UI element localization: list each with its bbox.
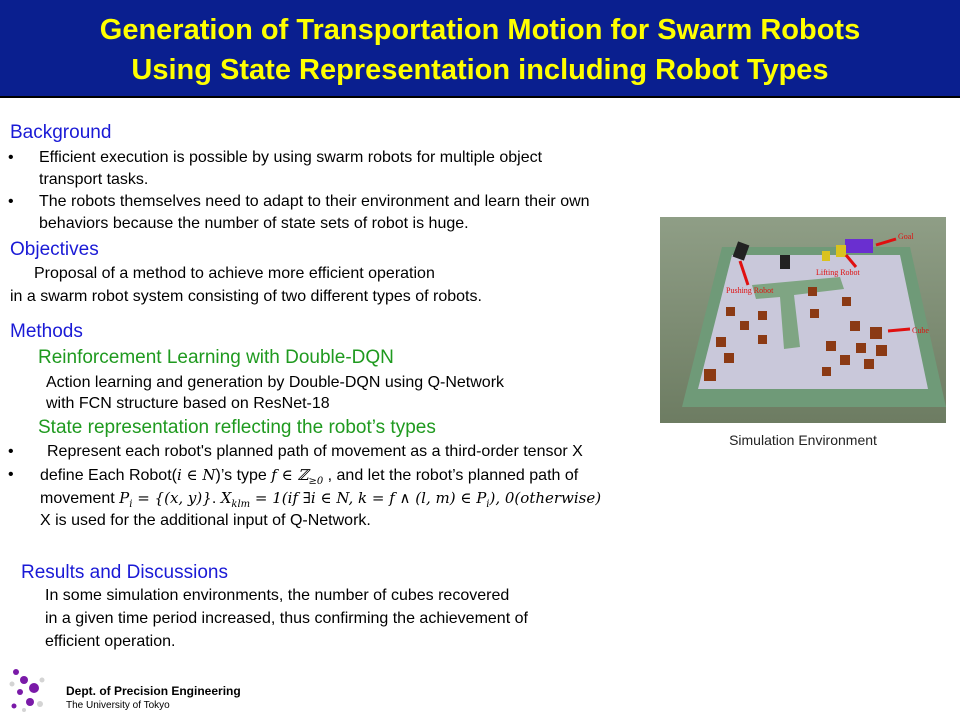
cube <box>842 297 851 306</box>
cube <box>810 309 819 318</box>
figure-caption: Simulation Environment <box>729 432 877 448</box>
simulation-environment-image <box>660 217 946 423</box>
title-banner <box>0 0 960 98</box>
university-logo <box>8 662 64 719</box>
methods-heading: Methods <box>10 321 83 342</box>
logo-icon <box>8 662 64 714</box>
arrow <box>888 329 910 331</box>
methods-text: with FCN structure based on ResNet-18 <box>46 395 330 412</box>
cube <box>876 345 887 356</box>
lifting-robot-label: Lifting Robot <box>816 268 860 277</box>
bullet-dot: • <box>8 149 14 166</box>
cube <box>724 353 734 363</box>
background-text: The robots themselves need to adapt to their environment and learn their own <box>39 193 590 210</box>
cube <box>726 307 735 316</box>
title-line-1: Generation of Transportation Motion for Swarm Robots <box>99 14 861 46</box>
background-heading: Background <box>10 122 112 143</box>
pushing-robot-label: Pushing Robot <box>726 286 774 295</box>
cube <box>864 359 874 369</box>
background-text: Efficient execution is possible by using swarm robots for multiple object <box>39 149 543 166</box>
methods-subheading: Reinforcement Learning with Double-DQN <box>38 347 394 368</box>
goal-area <box>845 239 873 253</box>
objectives-text: Proposal of a method to achieve more efficient operation <box>34 265 435 282</box>
background-text: transport tasks. <box>39 171 149 188</box>
cube <box>758 311 767 320</box>
goal-label: Goal <box>898 232 914 241</box>
cube <box>822 367 831 376</box>
objectives-text: in a swarm robot system consisting of two different types of robots. <box>10 288 482 305</box>
arena-floor <box>698 255 928 389</box>
cube <box>704 369 716 381</box>
results-text: in a given time period increased, thus confirming the achievement of <box>45 610 528 627</box>
cube <box>740 321 749 330</box>
cube <box>870 327 882 339</box>
cube <box>826 341 836 351</box>
bullet-dot: • <box>8 466 14 483</box>
university-name: The University of Tokyo <box>66 700 170 711</box>
bullet-dot: • <box>8 193 14 210</box>
objectives-heading: Objectives <box>10 239 99 260</box>
cube <box>850 321 860 331</box>
results-text: efficient operation. <box>45 633 176 650</box>
pushing-robot <box>780 255 790 269</box>
lifting-robot <box>836 245 846 257</box>
cube <box>808 287 817 296</box>
methods-equation-line: movement $P_i = \{(x$, y)}. $X_{klm} = 1(if$ ∃i ∈ N, k = f ∧ (l, m) ∈ $P_i$), 0(otherwise) <box>40 489 602 511</box>
bullet-dot: • <box>8 443 14 460</box>
methods-equation-line: define Each Robot(i ∈ N)’s type f ∈ ℤ$_{\ge 0}$ , and let the robot’s planned path of <box>40 466 579 488</box>
results-text: In some simulation environments, the number of cubes recovered <box>45 587 510 604</box>
background-text: behaviors because the number of state sets of robot is huge. <box>39 215 469 232</box>
lifting-robot <box>822 251 830 261</box>
cube <box>856 343 866 353</box>
cube <box>758 335 767 344</box>
results-heading: Results and Discussions <box>21 562 228 583</box>
department-name: Dept. of Precision Engineering <box>66 684 241 698</box>
title-line-2: Using State Representation including Robot Types <box>131 54 829 86</box>
methods-text: X is used for the additional input of Q-Network. <box>40 512 371 529</box>
simulation-scene <box>660 217 946 423</box>
cube-label: Cube <box>912 326 929 335</box>
cube <box>716 337 726 347</box>
methods-text: Represent each robot's planned path of movement as a third-order tensor X <box>47 443 583 460</box>
methods-subheading: State representation reflecting the robot’s types <box>38 417 436 438</box>
cube <box>840 355 850 365</box>
methods-text: Action learning and generation by Double-DQN using Q-Network <box>46 374 505 391</box>
